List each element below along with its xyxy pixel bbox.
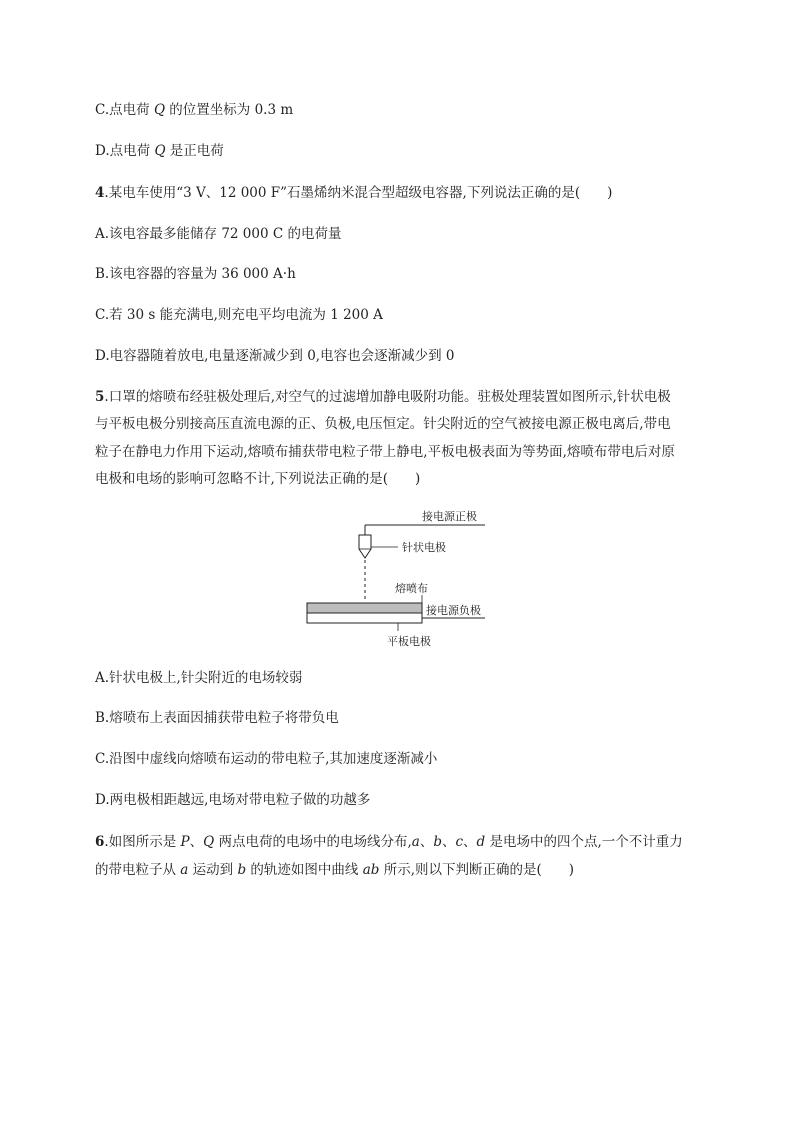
q6-stem-line-1: 6.如图所示是 P、Q 两点电荷的电场中的电场线分布,a、b、c、d 是电场中的四个点,一个不计重力	[95, 834, 683, 850]
q5-stem-line-2: 与平板电极分别接高压直流电源的正、负极,电压恒定。针尖附近的空气被接电源正极电离后,带电	[95, 416, 671, 432]
needle-electrode	[359, 535, 371, 558]
q5-option-d: D.两电极相距越远,电场对带电粒子做的功越多	[95, 792, 371, 808]
q5-stem-line-1: 5.口罩的熔喷布经驻极处理后,对空气的过滤增加静电吸附功能。驻极处理装置如图所示,针状电极	[95, 389, 671, 405]
q4-option-c: C.若 30 s 能充满电,则充电平均电流为 1 200 A	[95, 307, 383, 323]
q4-option-d: D.电容器随着放电,电量逐渐减少到 0,电容也会逐渐减少到 0	[95, 348, 455, 364]
q5-number: 5	[95, 389, 105, 405]
q3-option-c: C.点电荷 Q 的位置坐标为 0.3 m	[95, 102, 294, 118]
label-positive-terminal: 接电源正极	[422, 510, 477, 523]
meltblown-fabric	[307, 603, 422, 613]
q5-option-b: B.熔喷布上表面因捕获带电粒子将带负电	[95, 710, 339, 726]
q5-option-a: A.针状电极上,针尖附近的电场较弱	[95, 670, 303, 686]
q4-option-a: A.该电容最多能储存 72 000 C 的电荷量	[95, 226, 342, 242]
label-needle-electrode: 针状电极	[402, 541, 446, 554]
label-meltblown-fabric: 熔喷布	[395, 582, 428, 595]
plate-electrode	[307, 613, 422, 623]
label-negative-terminal: 接电源负极	[426, 604, 481, 617]
q5-stem-line-4: 电极和电场的影响可忽略不计,下列说法正确的是( )	[95, 471, 421, 487]
q4-number: 4	[95, 185, 105, 201]
label-plate-electrode: 平板电极	[387, 635, 431, 648]
electret-device-diagram	[300, 505, 500, 653]
q5-option-c: C.沿图中虚线向熔喷布运动的带电粒子,其加速度逐渐减小	[95, 751, 438, 767]
q4-stem: 4.某电车使用“3 V、12 000 F”石墨烯纳米混合型超级电容器,下列说法正确的是( )	[95, 185, 613, 201]
q5-stem-line-3: 粒子在静电力作用下运动,熔喷布捕获带电粒子带上静电,平板电极表面为等势面,熔喷布带电后对原	[95, 444, 675, 460]
q4-option-b: B.该电容器的容量为 36 000 A·h	[95, 266, 296, 282]
q6-stem-line-2: 的带电粒子从 a 运动到 b 的轨迹如图中曲线 ab 所示,则以下判断正确的是( )	[95, 862, 575, 878]
q6-number: 6	[95, 834, 105, 850]
q3-option-d: D.点电荷 Q 是正电荷	[95, 143, 224, 159]
